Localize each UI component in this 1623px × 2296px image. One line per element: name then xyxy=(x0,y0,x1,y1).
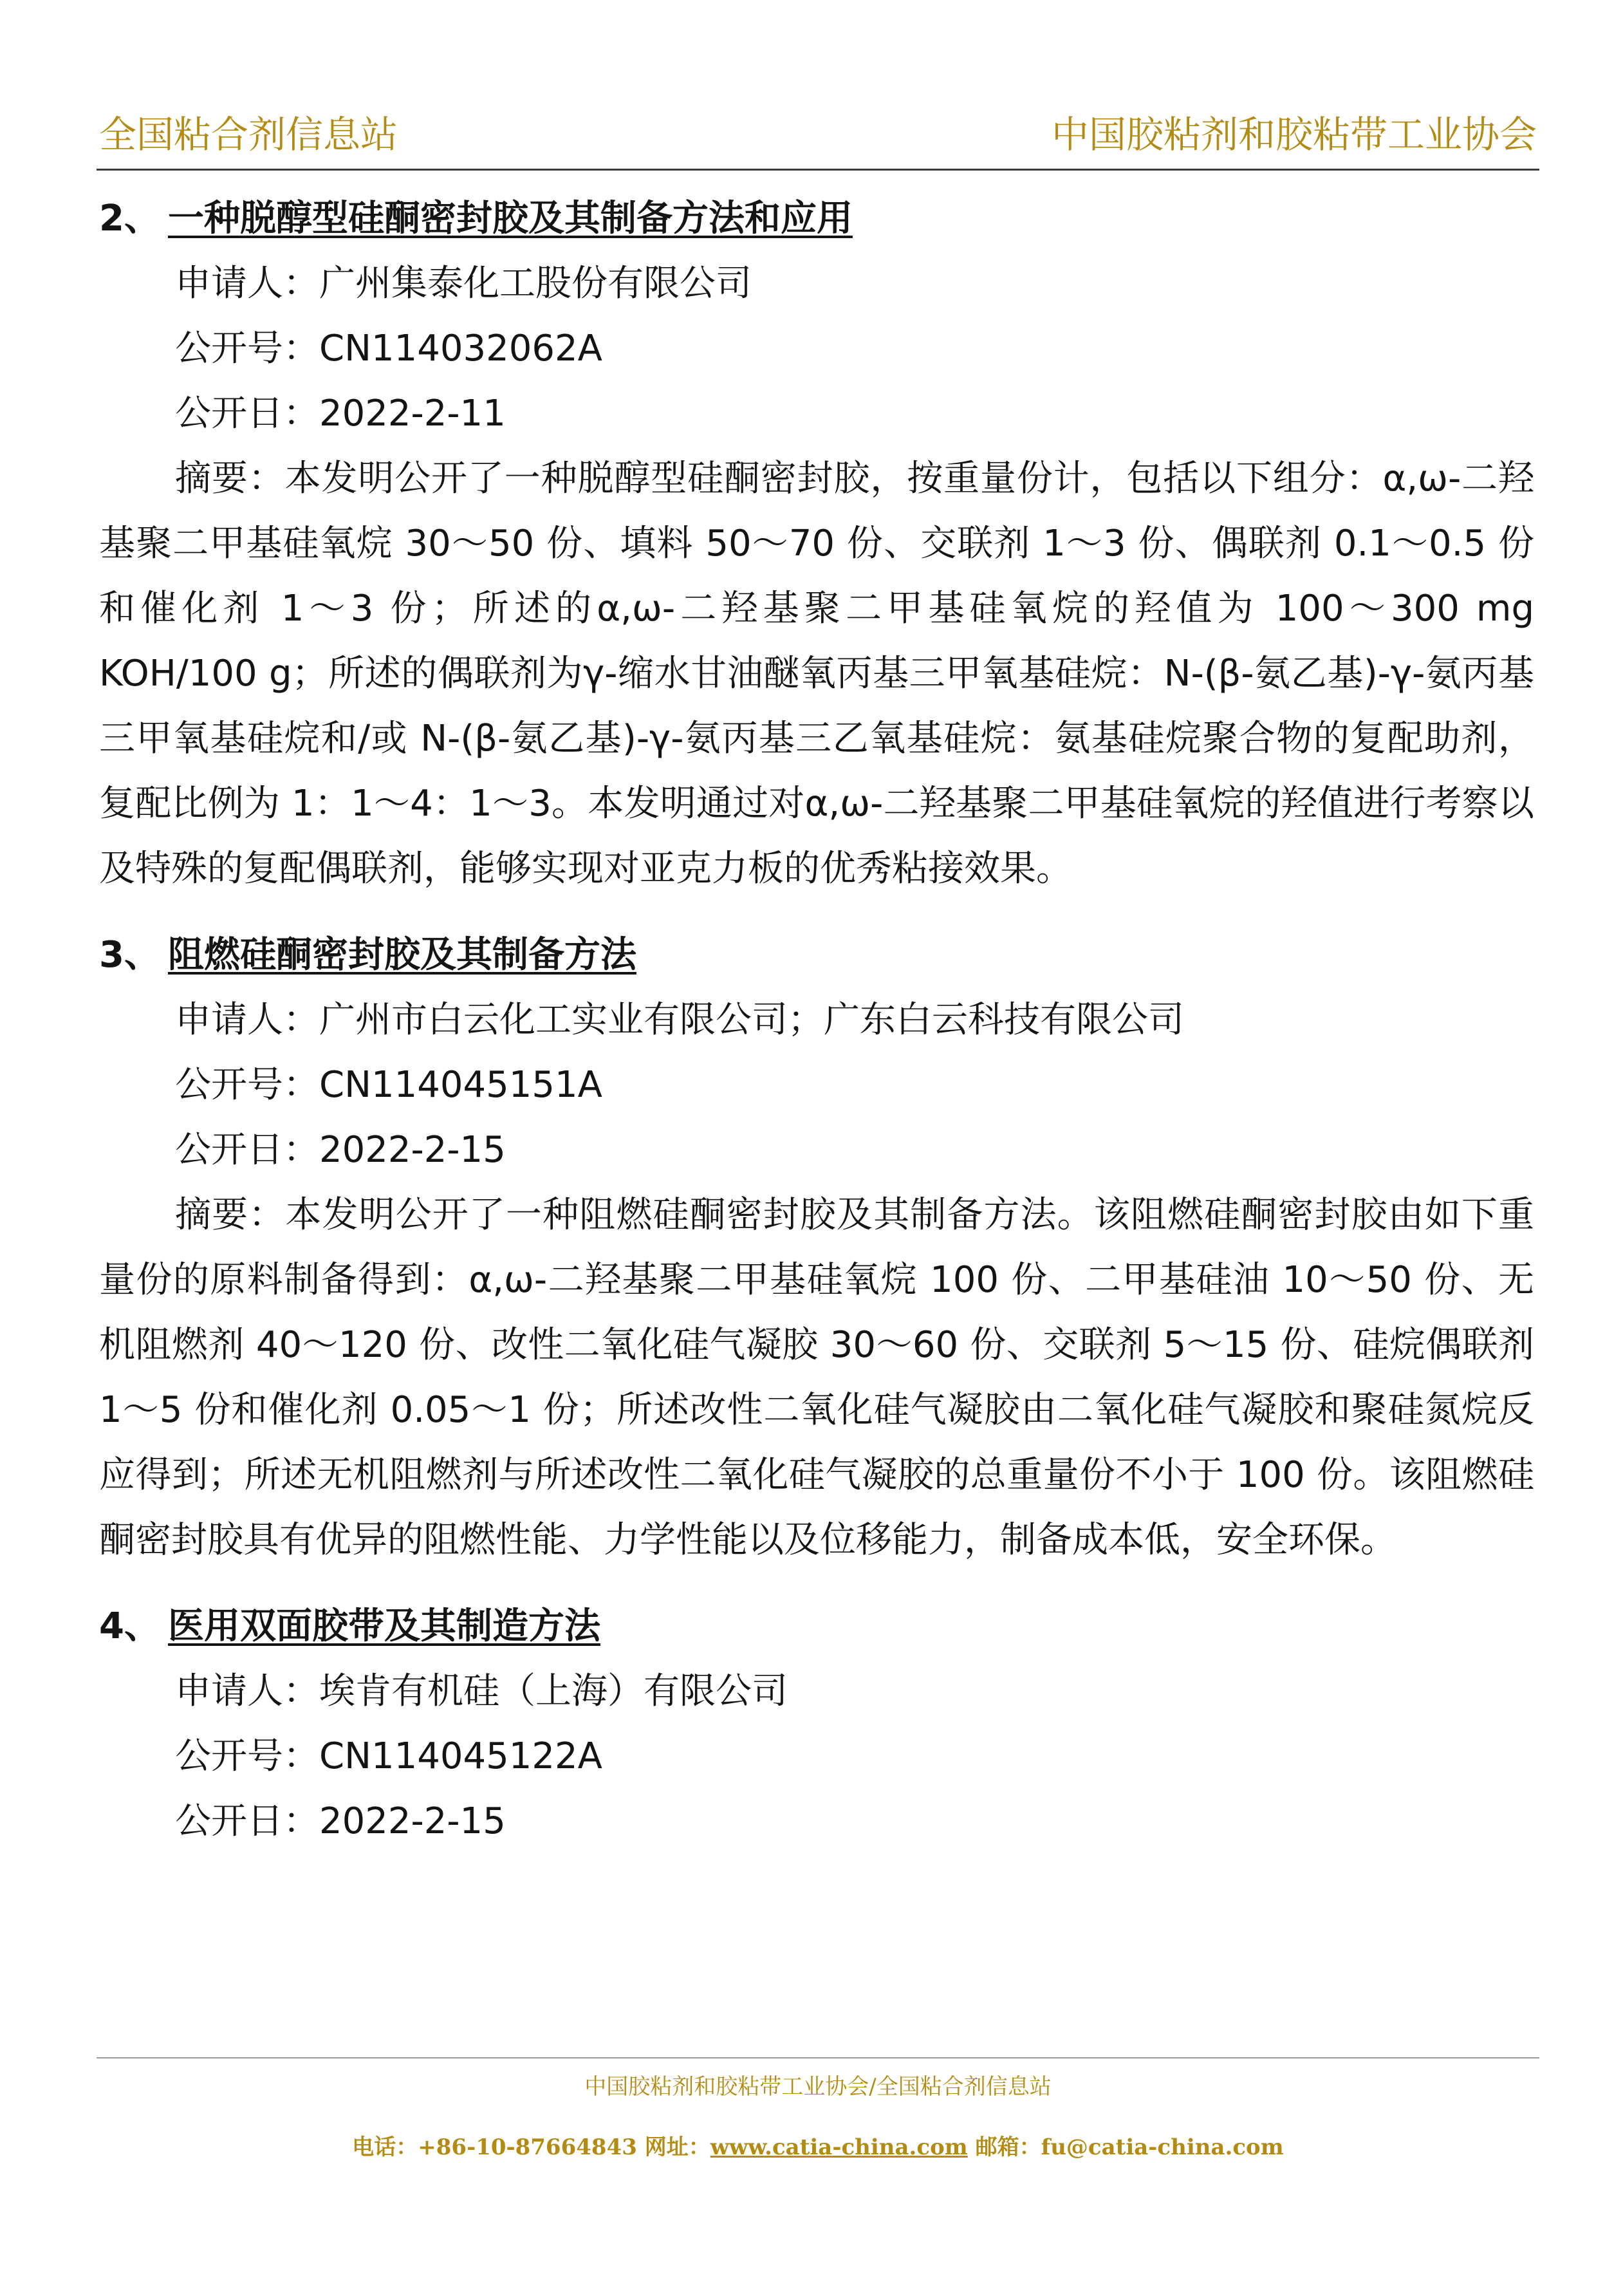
applicant-line xyxy=(99,1659,1534,1724)
entry-heading xyxy=(99,187,1534,251)
page-footer xyxy=(97,2057,1539,2167)
publication-number-line xyxy=(99,1052,1534,1117)
publication-number-value: CN114045151A xyxy=(319,1064,602,1106)
patent-entry xyxy=(99,923,1534,1573)
phone-label: 电话： xyxy=(352,2134,418,2160)
website-label: 网址： xyxy=(644,2134,710,2160)
publication-number-value: CN114045122A xyxy=(319,1735,602,1777)
entry-number: 2、 xyxy=(99,198,160,239)
header-site-name: 全国粘合剂信息站 xyxy=(99,113,398,156)
publication-date-label: 公开日： xyxy=(175,1800,319,1842)
publication-number-line xyxy=(99,316,1534,381)
patent-entry xyxy=(99,1594,1534,1854)
applicant-label: 申请人： xyxy=(175,999,319,1041)
document-body xyxy=(99,187,1534,1876)
abstract-label: 摘要： xyxy=(175,1194,286,1236)
applicant-line xyxy=(99,251,1534,316)
header-association-name: 中国胶粘剂和胶粘带工业协会 xyxy=(1051,113,1537,156)
entry-title: 医用双面胶带及其制造方法 xyxy=(167,1605,600,1647)
email-label: 邮箱： xyxy=(975,2134,1041,2160)
publication-date-label: 公开日： xyxy=(175,393,319,434)
patent-entry xyxy=(99,187,1534,901)
footer-contact xyxy=(97,2128,1539,2167)
publication-date-label: 公开日： xyxy=(175,1129,319,1171)
applicant-label: 申请人： xyxy=(175,263,319,304)
publication-date-value: 2022-2-15 xyxy=(319,1800,506,1842)
entry-heading xyxy=(99,923,1534,987)
applicant-value: 埃肯有机硅（上海）有限公司 xyxy=(319,1670,788,1712)
publication-number-label: 公开号： xyxy=(175,1064,319,1106)
applicant-value: 广州市白云化工实业有限公司；广东白云科技有限公司 xyxy=(319,999,1184,1041)
publication-date-line xyxy=(99,1117,1534,1182)
phone-number: +86-10-87664843 xyxy=(418,2134,637,2160)
publication-date-value: 2022-2-11 xyxy=(319,393,506,434)
email-address: fu@catia-china.com xyxy=(1041,2134,1284,2160)
abstract-text: 本发明公开了一种阻燃硅酮密封胶及其制备方法。该阻燃硅酮密封胶由如下重量份的原料制备得到：α,ω-二羟基聚二甲基硅氧烷 100 份、二甲基硅油 10～50 份、无机阻燃剂 40～120 份、改性二氧化硅气凝胶 30～60 份、交联剂 5～15 份、硅烷偶联剂 1～5 份和催化剂 0.05～1 份；所述改性二氧化硅气凝胶由二氧化硅气凝胶和聚硅氮烷反应得到；所述无机阻燃剂与所述改性二氧化硅气凝胶的总重量份不小于 100 份。该阻燃硅酮密封胶具有优异的阻燃性能、力学性能以及位移能力，制备成本低，安全环保。 xyxy=(99,1194,1535,1561)
applicant-value: 广州集泰化工股份有限公司 xyxy=(319,263,752,304)
applicant-line xyxy=(99,987,1534,1052)
entry-number: 4、 xyxy=(99,1605,160,1647)
publication-number-label: 公开号： xyxy=(175,328,319,369)
website-link[interactable]: www.catia-china.com xyxy=(710,2134,968,2160)
footer-organization: 中国胶粘剂和胶粘带工业协会/全国粘合剂信息站 xyxy=(584,2074,1052,2100)
abstract-paragraph xyxy=(99,446,1534,901)
publication-number-label: 公开号： xyxy=(175,1735,319,1777)
publication-date-line xyxy=(99,1789,1534,1854)
publication-date-line xyxy=(99,381,1534,446)
applicant-label: 申请人： xyxy=(175,1670,319,1712)
page-header xyxy=(97,108,1539,171)
publication-date-value: 2022-2-15 xyxy=(319,1129,506,1171)
abstract-text: 本发明公开了一种脱醇型硅酮密封胶，按重量份计，包括以下组分：α,ω-二羟基聚二甲基硅氧烷 30～50 份、填料 50～70 份、交联剂 1～3 份、偶联剂 0.1～0.5 份和催化剂 1～3 份；所述的α,ω-二羟基聚二甲基硅氧烷的羟值为 100～300 mg KOH/100 g；所述的偶联剂为γ-缩水甘油醚氧丙基三甲氧基硅烷：N-(β-氨乙基)-γ-氨丙基三甲氧基硅烷和/或 N-(β-氨乙基)-γ-氨丙基三乙氧基硅烷：氨基硅烷聚合物的复配助剂，复配比例为 1：1～4：1～3。本发明通过对α,ω-二羟基聚二甲基硅氧烷的羟值进行考察以及特殊的复配偶联剂，能够实现对亚克力板的优秀粘接效果。 xyxy=(99,458,1534,890)
entry-number: 3、 xyxy=(99,934,160,976)
abstract-label: 摘要： xyxy=(175,458,285,499)
publication-number-value: CN114032062A xyxy=(319,328,602,369)
entry-heading xyxy=(99,1594,1534,1659)
abstract-paragraph xyxy=(99,1182,1534,1573)
entry-title: 一种脱醇型硅酮密封胶及其制备方法和应用 xyxy=(167,198,853,239)
entry-title: 阻燃硅酮密封胶及其制备方法 xyxy=(167,934,636,976)
publication-number-line xyxy=(99,1724,1534,1789)
